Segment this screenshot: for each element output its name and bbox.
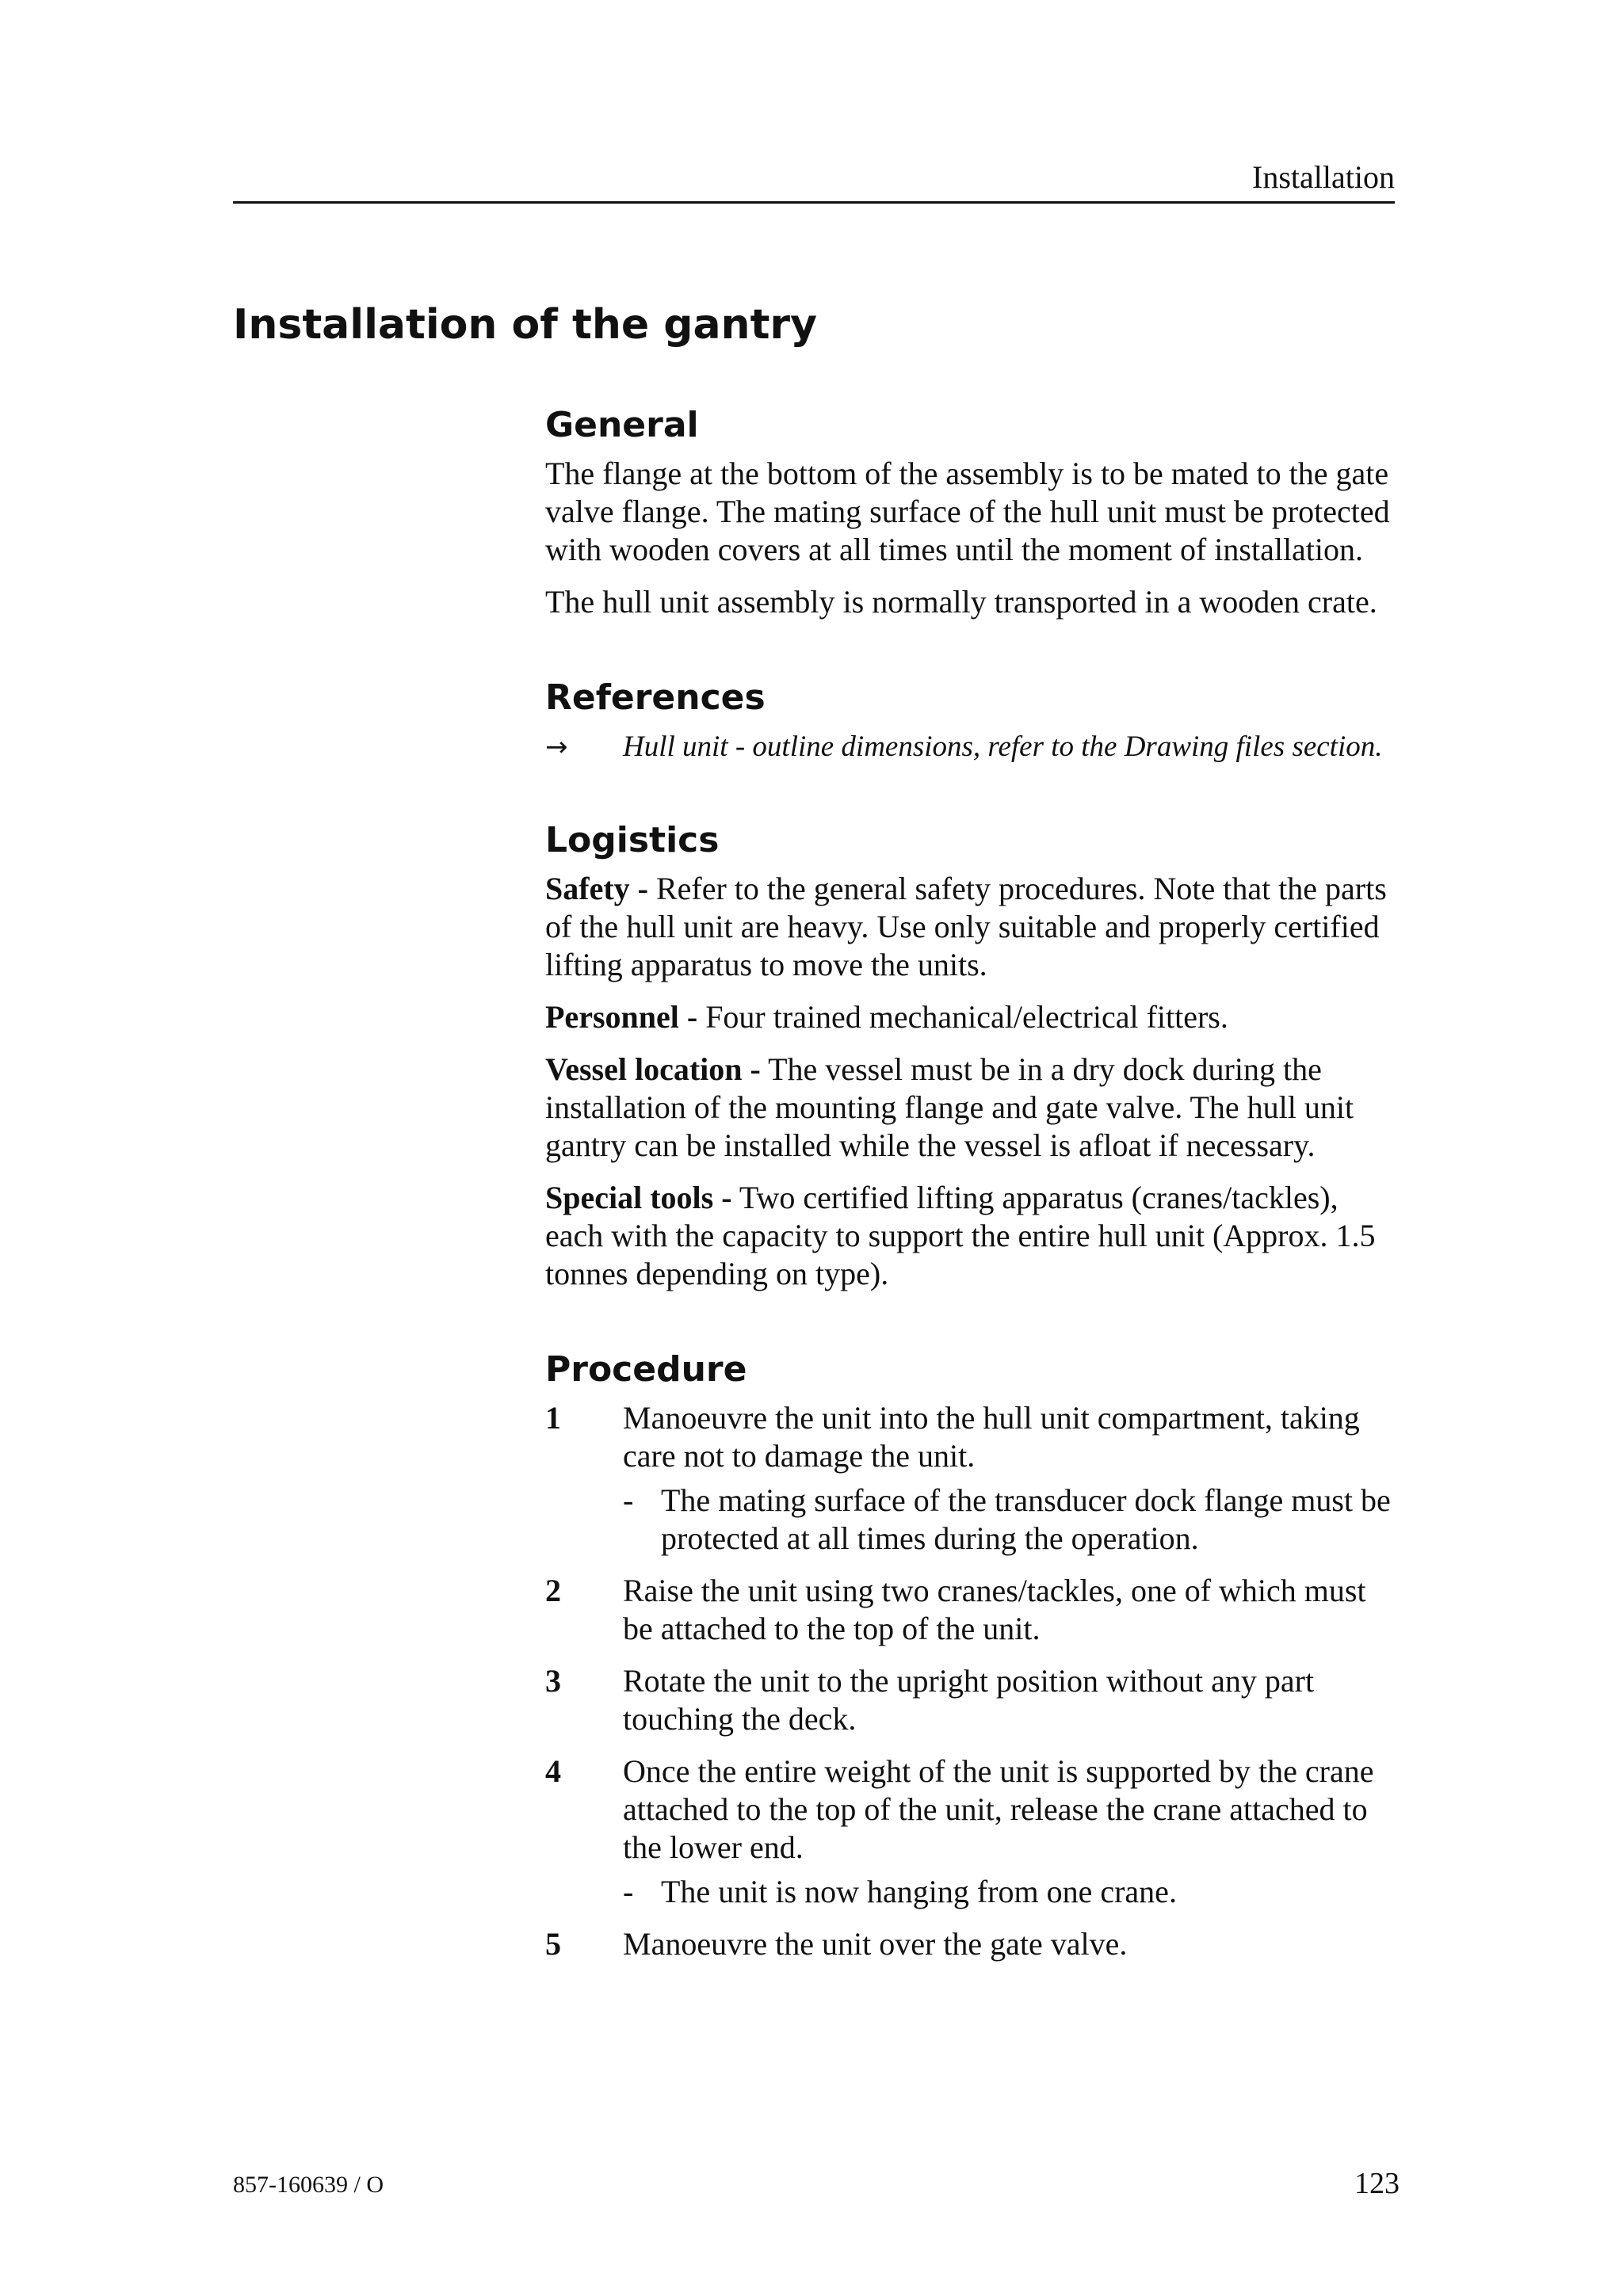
general-section <box>545 396 1401 621</box>
logistics-label: Special tools - <box>545 1180 732 1215</box>
references-section <box>545 669 1401 764</box>
general-paragraph: The flange at the bottom of the assembly is to be mated to the gate valve flange. The mating surface of the hull unit must be protected with wooden covers at all times until the moment of installation. <box>545 456 1390 567</box>
step-number: 3 <box>545 1663 561 1699</box>
procedure-step <box>545 1925 1401 1963</box>
logistics-section <box>545 811 1401 1293</box>
step-number: 4 <box>545 1753 561 1789</box>
logistics-item-vessel-location <box>545 1051 1401 1165</box>
substep-dash: - <box>623 1482 634 1518</box>
step-text: Manoeuvre the unit into the hull unit compartment, taking care not to damage the unit. <box>623 1400 1360 1474</box>
footer-page-number: 123 <box>1354 2167 1400 2200</box>
step-text: Manoeuvre the unit over the gate valve. <box>623 1926 1128 1962</box>
step-number: 5 <box>545 1926 561 1962</box>
procedure-substep <box>623 1873 1401 1911</box>
logistics-text: The vessel must be in a dry dock during the installation of the mounting flange and gate valve. The hull unit gantry can be installed while the vessel is afloat if necessary. <box>545 1051 1354 1163</box>
logistics-text: Refer to the general safety procedures. Note that the parts of the hull unit are heavy. Use only suitable and properly certified lifting apparatus to move the units. <box>545 871 1387 982</box>
procedure-step <box>545 1399 1401 1558</box>
procedure-heading: Procedure <box>545 1349 747 1390</box>
logistics-heading: Logistics <box>545 820 720 860</box>
logistics-text: Two certified lifting apparatus (cranes/tackles), each with the capacity to support the entire hull unit (Approx. 1.5 tonnes depending on type). <box>545 1180 1376 1291</box>
footer-doc-number: 857-160639 / O <box>233 2172 384 2198</box>
reference-item <box>545 730 1401 764</box>
general-paragraph: The hull unit assembly is normally transported in a wooden crate. <box>545 584 1377 620</box>
procedure-section <box>545 1341 1401 1963</box>
logistics-label: Safety - <box>545 871 648 906</box>
logistics-text: Four trained mechanical/electrical fitters. <box>697 999 1228 1035</box>
substep-text: The unit is now hanging from one crane. <box>661 1874 1177 1909</box>
step-text: Rotate the unit to the upright position without any part touching the deck. <box>623 1663 1315 1737</box>
logistics-item-safety <box>545 870 1401 984</box>
procedure-step <box>545 1572 1401 1648</box>
logistics-label: Vessel location - <box>545 1051 761 1087</box>
substep-text: The mating surface of the transducer dock flange must be protected at all times during the operation. <box>661 1482 1391 1556</box>
running-header <box>233 151 1395 204</box>
logistics-item-personnel <box>545 998 1401 1036</box>
page-title: Installation of the gantry <box>233 301 817 349</box>
references-heading: References <box>545 677 766 718</box>
arrow-right-icon: → <box>545 731 568 763</box>
general-heading: General <box>545 405 699 445</box>
step-text: Raise the unit using two cranes/tackles, one of which must be attached to the top of the unit. <box>623 1573 1366 1646</box>
reference-text: Hull unit - outline dimensions, refer to the Drawing files section. <box>623 730 1383 763</box>
procedure-step <box>545 1753 1401 1911</box>
main-content <box>545 396 1401 1963</box>
step-number: 2 <box>545 1573 561 1608</box>
procedure-substep <box>623 1482 1401 1558</box>
step-text: Once the entire weight of the unit is supported by the crane attached to the top of the unit, release the crane attached to the lower end. <box>623 1753 1374 1865</box>
procedure-step <box>545 1662 1401 1738</box>
header-section-name: Installation <box>1252 159 1395 195</box>
logistics-label: Personnel - <box>545 999 698 1035</box>
step-number: 1 <box>545 1400 561 1436</box>
substep-dash: - <box>623 1874 634 1909</box>
logistics-item-special-tools <box>545 1179 1401 1293</box>
